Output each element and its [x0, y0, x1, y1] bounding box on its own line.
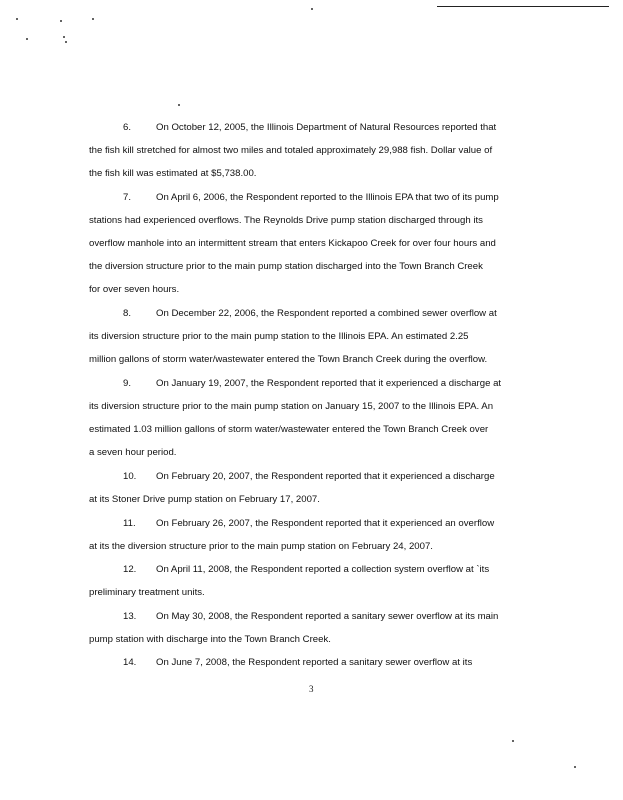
paragraph-text-line: the fish kill was estimated at $5,738.00.: [89, 168, 257, 179]
paragraph-text-line: On January 19, 2007, the Respondent reported that it experienced a discharge at: [156, 378, 502, 389]
paragraph-text-line: at its the diversion structure prior to the main pump station on February 24, 2007.: [89, 541, 433, 552]
paragraph-text-line: for over seven hours.: [89, 284, 180, 295]
scan-speck: [92, 18, 94, 20]
scan-speck: [65, 41, 67, 43]
header-rule: [437, 6, 609, 7]
paragraph-number: 6.: [123, 122, 132, 133]
paragraph-text-line: On October 12, 2005, the Illinois Department of Natural Resources reported that: [156, 122, 497, 133]
paragraph-text-line: On February 20, 2007, the Respondent reported that it experienced a discharge: [156, 471, 495, 482]
paragraph-number: 7.: [123, 192, 132, 203]
paragraph-text-line: stations had experienced overflows. The Reynolds Drive pump station discharged through its: [89, 215, 483, 226]
scan-speck: [311, 8, 313, 10]
page-number: 3: [309, 684, 314, 694]
paragraph-text-line: On June 7, 2008, the Respondent reported a sanitary sewer overflow at its: [156, 657, 473, 668]
paragraph-text-line: preliminary treatment units.: [89, 587, 205, 598]
paragraph-text-line: the diversion structure prior to the main pump station discharged into the Town Branch Creek: [89, 261, 483, 272]
paragraph-number: 14.: [123, 657, 137, 668]
paragraph-text-line: its diversion structure prior to the main pump station to the Illinois EPA. An estimated 2.25: [89, 331, 469, 342]
scan-speck: [63, 36, 65, 38]
paragraph-number: 12.: [123, 564, 137, 575]
scan-speck: [178, 104, 180, 106]
paragraph-text-line: estimated 1.03 million gallons of storm water/wastewater entered the Town Branch Creek over: [89, 424, 489, 435]
paragraph-text-line: million gallons of storm water/wastewater entered the Town Branch Creek during the overflow.: [89, 354, 488, 365]
scan-speck: [26, 38, 28, 40]
paragraph-text-line: On December 22, 2006, the Respondent reported a combined sewer overflow at: [156, 308, 497, 319]
paragraph-text-line: overflow manhole into an intermittent stream that enters Kickapoo Creek for over four hours and: [89, 238, 496, 249]
paragraph-number: 9.: [123, 378, 132, 389]
paragraph-text-line: On May 30, 2008, the Respondent reported a sanitary sewer overflow at its main: [156, 611, 499, 622]
scan-speck: [16, 18, 18, 20]
paragraph-text-line: On February 26, 2007, the Respondent reported that it experienced an overflow: [156, 518, 495, 529]
paragraph-number: 11.: [123, 518, 136, 529]
scan-speck: [512, 740, 514, 742]
scan-speck: [574, 766, 576, 768]
paragraph-text-line: On April 11, 2008, the Respondent reported a collection system overflow at `its: [156, 564, 490, 575]
paragraph-text-line: at its Stoner Drive pump station on February 17, 2007.: [89, 494, 320, 505]
paragraph-number: 8.: [123, 308, 132, 319]
paragraph-text-line: On April 6, 2006, the Respondent reported to the Illinois EPA that two of its pump: [156, 192, 499, 203]
paragraph-text-line: a seven hour period.: [89, 447, 177, 458]
paragraph-text-line: pump station with discharge into the Town Branch Creek.: [89, 634, 331, 645]
paragraph-number: 10.: [123, 471, 137, 482]
paragraph-number: 13.: [123, 611, 137, 622]
scan-speck: [60, 20, 62, 22]
paragraph-text-line: its diversion structure prior to the main pump station on January 15, 2007 to the Illinois EPA. An: [89, 401, 494, 412]
paragraph-text-line: the fish kill stretched for almost two miles and totaled approximately 29,988 fish. Dollar value of: [89, 145, 493, 156]
